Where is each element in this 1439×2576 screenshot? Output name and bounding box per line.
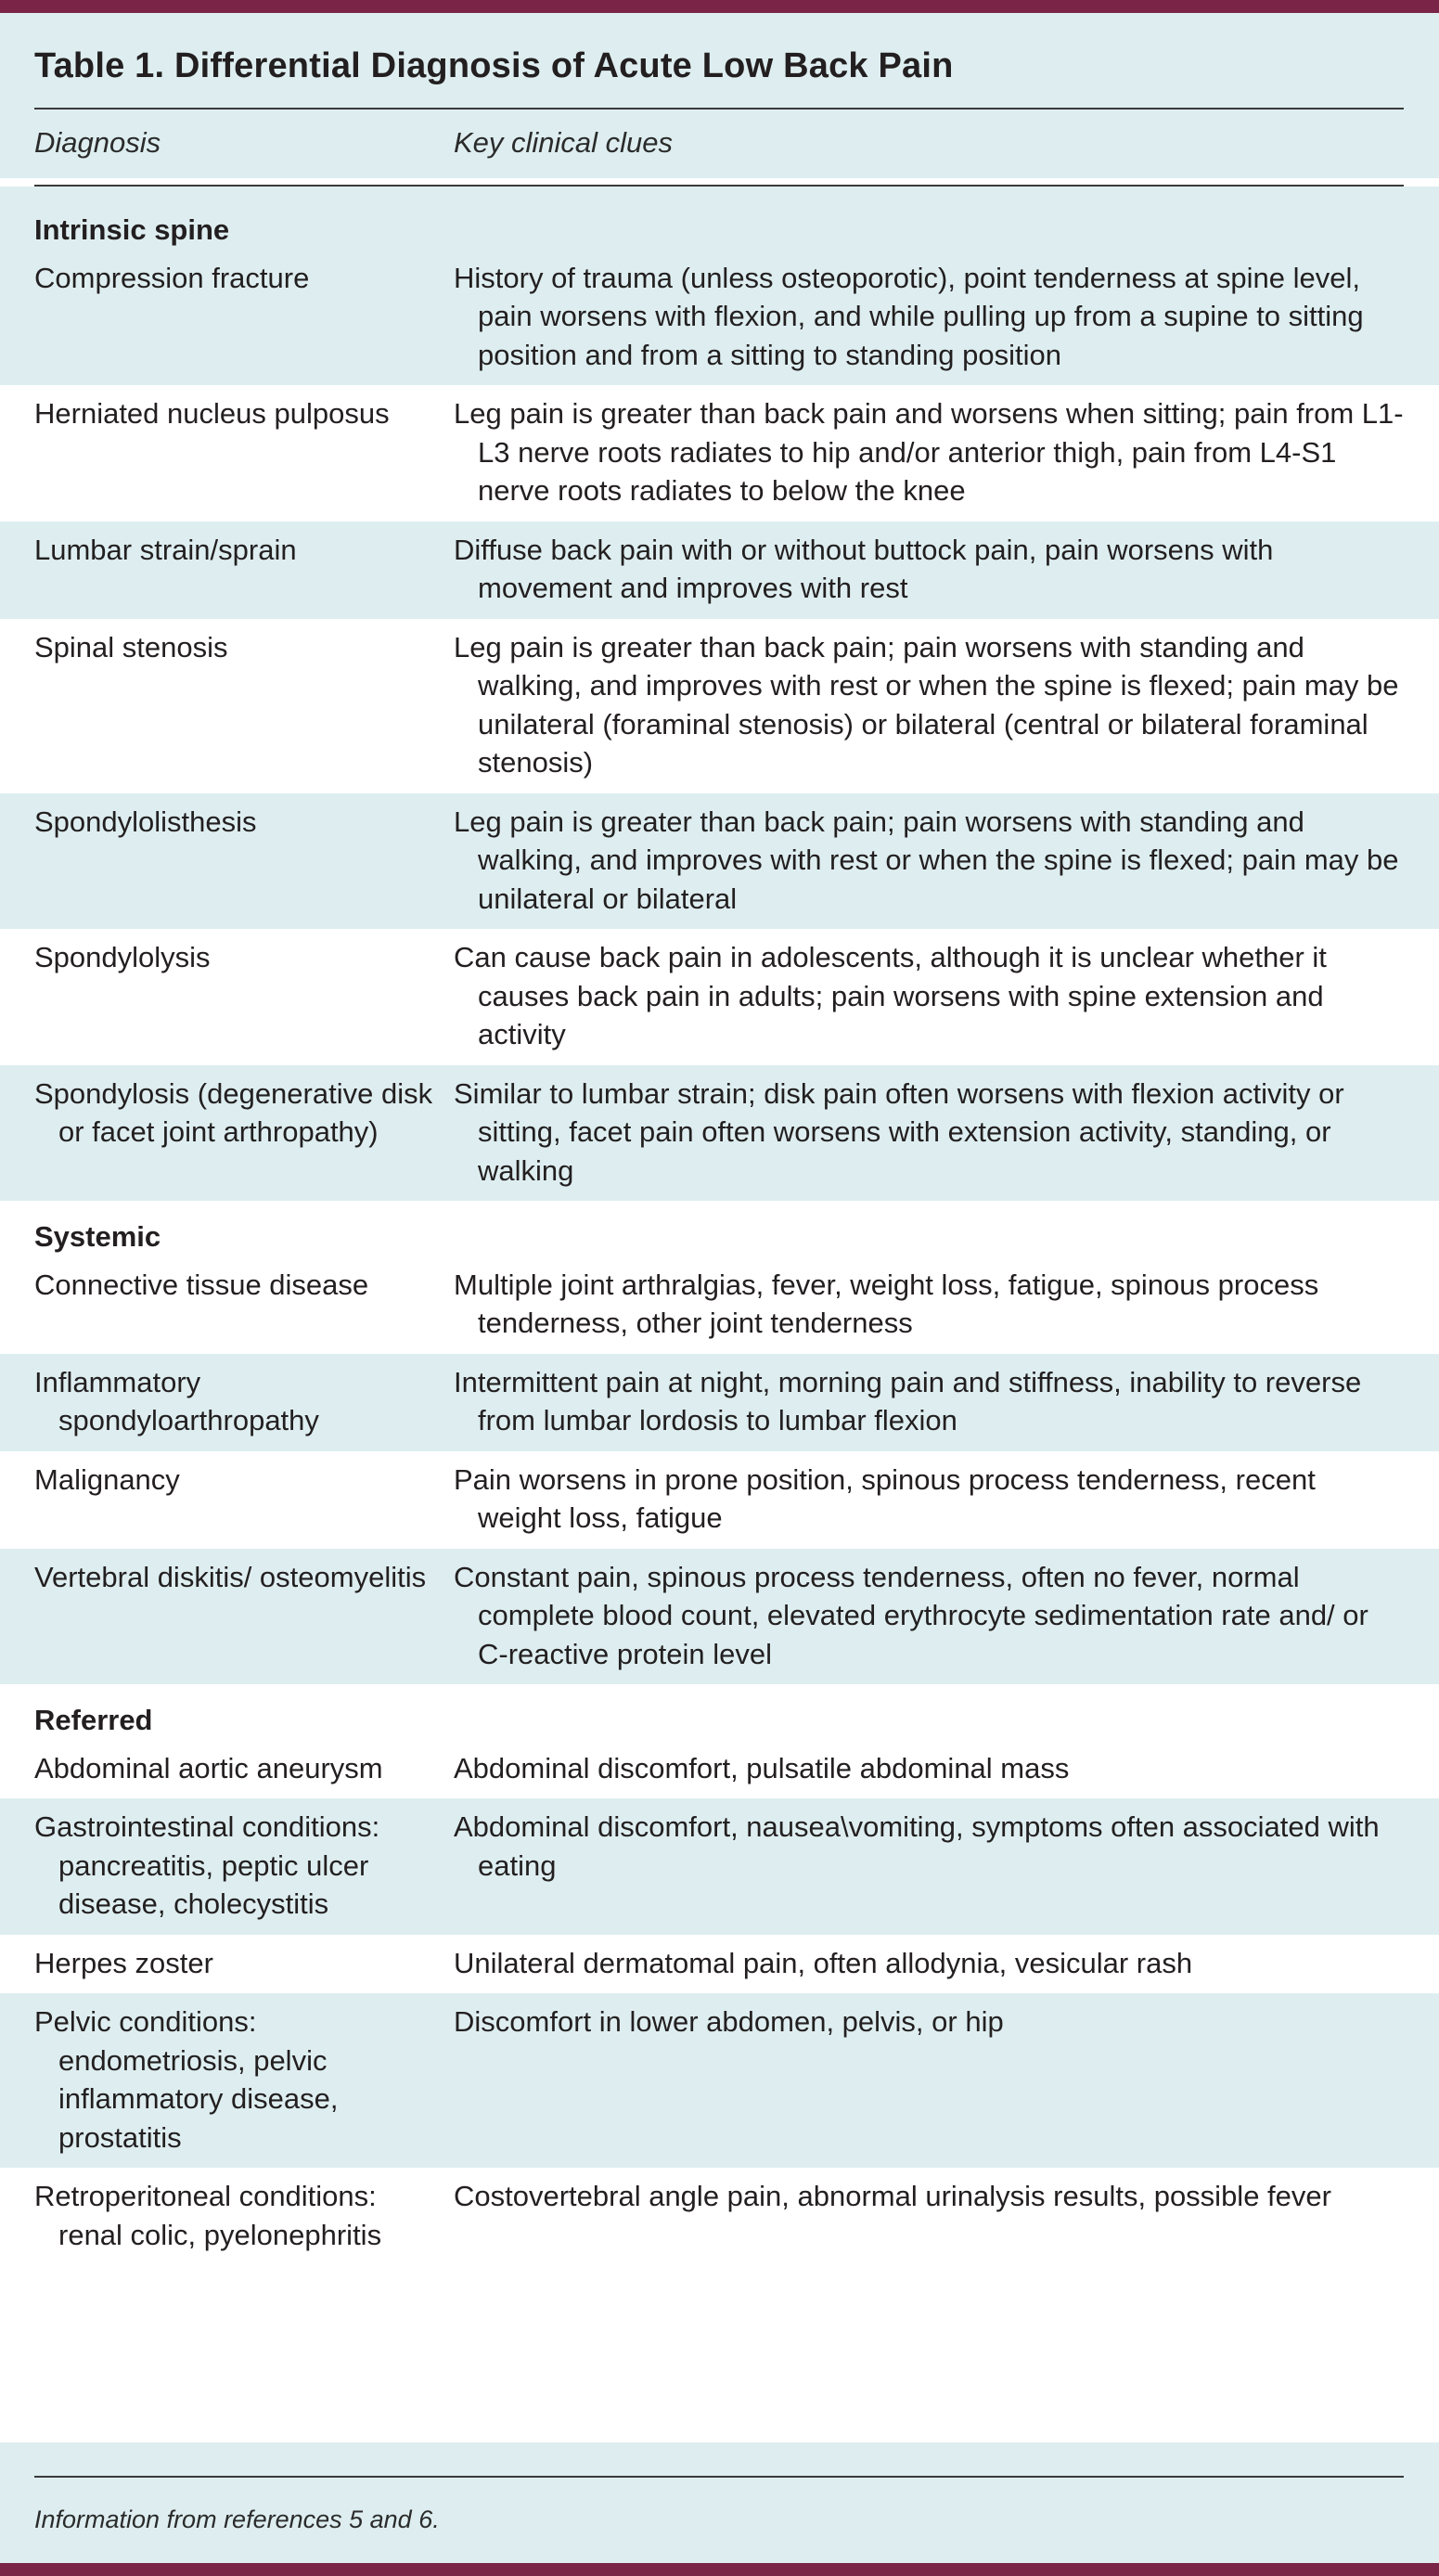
section-heading: Referred (34, 1704, 153, 1736)
diagnosis-cell: Inflammatory spondyloarthropathy (34, 1365, 319, 1436)
table-row (0, 385, 1439, 522)
section-heading: Intrinsic spine (34, 213, 230, 246)
section-heading-row (0, 1201, 1439, 1256)
table-footer-block (0, 2442, 1439, 2563)
table-title: Table 1. Differential Diagnosis of Acute Low Back Pain (34, 46, 954, 85)
clues-cell: Leg pain is greater than back pain; pain worsens with standing and walking, and improves with rest or when the spine is flexed; pain may be unilateral (foraminal stenosis) or bilateral (central or bilateral foraminal stenosis) (454, 630, 1399, 779)
table-body (0, 187, 1439, 2265)
clues-cell: Multiple joint arthralgias, fever, weight loss, fatigue, spinous process tenderness, other joint tenderness (454, 1268, 1319, 1339)
bottom-accent-bar (0, 2563, 1439, 2576)
diagnosis-cell: Spondylolisthesis (34, 805, 257, 838)
clues-cell: Intermittent pain at night, morning pain and stiffness, inability to reverse from lumbar lordosis to lumbar flexion (454, 1365, 1362, 1436)
table-row (0, 1935, 1439, 1994)
table-row (0, 1993, 1439, 2168)
section-heading-row (0, 1684, 1439, 1740)
table-row (0, 1354, 1439, 1451)
column-header-key-clinical-clues: Key clinical clues (454, 126, 674, 159)
diagnosis-cell: Compression fracture (34, 261, 310, 294)
clues-cell: Costovertebral angle pain, abnormal urinalysis results, possible fever (454, 2180, 1331, 2212)
clues-cell: Can cause back pain in adolescents, although it is unclear whether it causes back pain in adults; pain worsens with spine extension and activity (454, 941, 1327, 1050)
table-row (0, 1549, 1439, 1685)
clues-cell: History of trauma (unless osteoporotic), point tenderness at spine level, pain worsens with flexion, and while pulling up from a supine to sitting position and from a sitting to standing position (454, 261, 1364, 371)
column-header-diagnosis: Diagnosis (34, 126, 161, 159)
diagnosis-cell: Herniated nucleus pulposus (34, 397, 390, 430)
diagnosis-cell: Abdominal aortic aneurysm (34, 1751, 383, 1784)
clues-cell: Discomfort in lower abdomen, pelvis, or hip (454, 2005, 1004, 2038)
clues-cell: Leg pain is greater than back pain; pain worsens with standing and walking, and improves with rest or when the spine is flexed; pain may be unilateral or bilateral (454, 805, 1399, 915)
table-row (0, 1798, 1439, 1935)
table-footnote: Information from references 5 and 6. (34, 2505, 440, 2533)
table-row (0, 793, 1439, 930)
table-row (0, 1740, 1439, 1799)
clues-cell: Pain worsens in prone position, spinous process tenderness, recent weight loss, fatigue (454, 1462, 1316, 1534)
table-row (0, 1451, 1439, 1549)
diagnosis-cell: Gastrointestinal conditions: pancreatitis, peptic ulcer disease, cholecystitis (34, 1810, 380, 1920)
diagnosis-cell: Spinal stenosis (34, 630, 228, 663)
diagnosis-cell: Connective tissue disease (34, 1268, 369, 1301)
diagnosis-cell: Spondylosis (degenerative disk or facet joint arthropathy) (34, 1076, 433, 1148)
table-row (0, 1256, 1439, 1354)
footer-rule (34, 2476, 1404, 2478)
diagnosis-cell: Retroperitoneal conditions: renal colic, pyelonephritis (34, 2180, 382, 2251)
diagnosis-cell: Herpes zoster (34, 1946, 213, 1979)
table-row (0, 929, 1439, 1065)
diagnosis-cell: Lumbar strain/sprain (34, 533, 297, 566)
clues-cell: Similar to lumbar strain; disk pain often worsens with flexion activity or sitting, facet pain often worsens with extension activity, standing, or walking (454, 1076, 1344, 1187)
clues-cell: Diffuse back pain with or without buttock pain, pain worsens with movement and improves with rest (454, 533, 1274, 604)
table-row (0, 619, 1439, 793)
clues-cell: Abdominal discomfort, nausea\vomiting, symptoms often associated with eating (454, 1810, 1380, 1882)
diagnosis-cell: Malignancy (34, 1462, 180, 1496)
diagnosis-cell: Spondylolysis (34, 941, 211, 973)
clues-cell: Abdominal discomfort, pulsatile abdominal mass (454, 1751, 1070, 1784)
clues-cell: Unilateral dermatomal pain, often allodynia, vesicular rash (454, 1946, 1193, 1979)
table-row (0, 522, 1439, 619)
table-header-block (0, 13, 1439, 178)
section-heading-row (0, 187, 1439, 250)
section-heading: Systemic (34, 1220, 161, 1253)
table-row (0, 1065, 1439, 1202)
clues-cell: Constant pain, spinous process tenderness, often no fever, normal complete blood count, elevated erythrocyte sedimentation rate and/ or C-reactive protein level (454, 1560, 1368, 1670)
clues-cell: Leg pain is greater than back pain and worsens when sitting; pain from L1-L3 nerve roots radiates to hip and/or anterior thigh, pain from L4-S1 nerve roots radiates to below the knee (454, 397, 1404, 507)
diagnosis-cell: Vertebral diskitis/ osteomyelitis (34, 1560, 427, 1593)
table-row (0, 2168, 1439, 2265)
table-row (0, 250, 1439, 386)
diagnosis-cell: Pelvic conditions: endometriosis, pelvic inflammatory disease, prostatitis (34, 2005, 339, 2154)
title-rule (34, 108, 1404, 109)
top-accent-bar (0, 0, 1439, 13)
